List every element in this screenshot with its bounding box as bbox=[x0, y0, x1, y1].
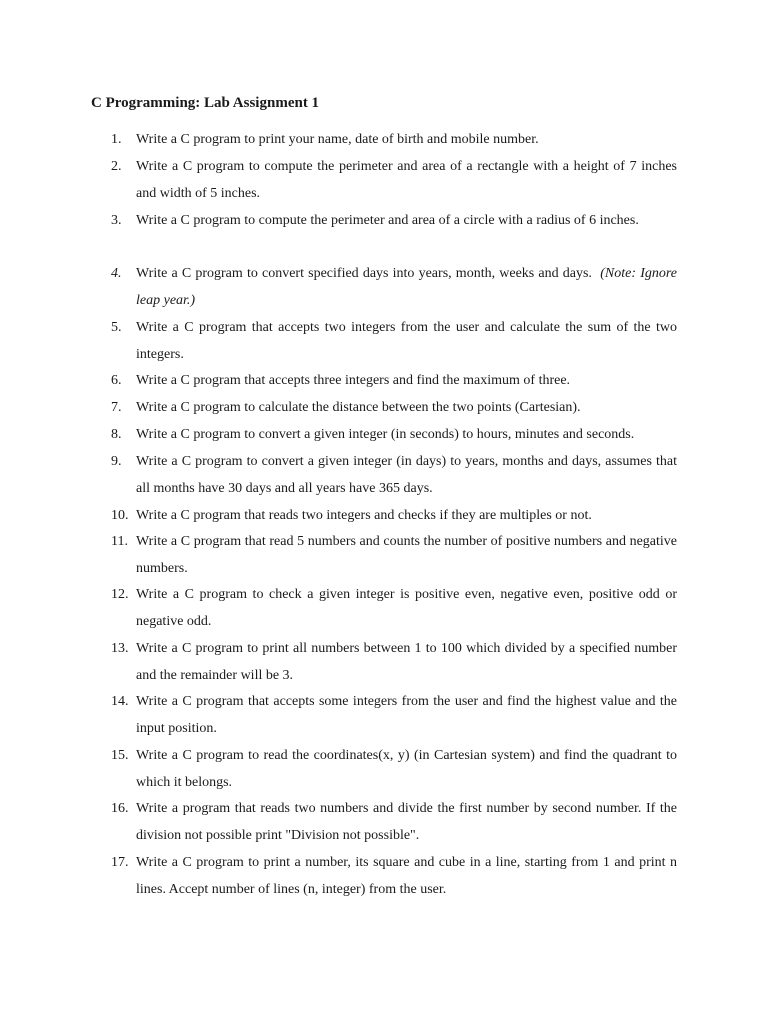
list-item bbox=[111, 260, 677, 314]
item-text: Write a C program to compute the perimeter and area of a rectangle with a height of 7 inches and width of 5 inches. bbox=[136, 159, 677, 201]
item-text: Write a C program that accepts two integers from the user and calculate the sum of the two integers. bbox=[136, 320, 677, 362]
list-item bbox=[111, 421, 677, 448]
item-number: 3. bbox=[111, 213, 122, 228]
list-item bbox=[111, 314, 677, 368]
item-number: 16. bbox=[111, 801, 129, 816]
item-note: (Note: Ignore leap year.) bbox=[136, 266, 677, 308]
document-title: C Programming: Lab Assignment 1 bbox=[91, 95, 320, 111]
list-item bbox=[111, 742, 677, 796]
item-number: 9. bbox=[111, 454, 122, 469]
item-text: Write a C program to print all numbers between 1 to 100 which divided by a specified number and the remainder will be 3. bbox=[136, 641, 677, 683]
item-text: Write a C program that reads two integers and checks if they are multiples or not. bbox=[136, 508, 592, 523]
item-text: Write a C program to convert a given integer (in days) to years, months and days, assumes that all months have 30 days and all years have 365 days. bbox=[136, 454, 677, 496]
list-item bbox=[111, 448, 677, 502]
item-text: Write a C program to print your name, date of birth and mobile number. bbox=[136, 132, 539, 147]
list-item bbox=[111, 126, 677, 153]
item-text: Write a C program that accepts three integers and find the maximum of three. bbox=[136, 373, 571, 388]
item-text: Write a C program that accepts some integers from the user and find the highest value and the input position. bbox=[136, 694, 677, 736]
list-item bbox=[111, 207, 677, 234]
item-number: 15. bbox=[111, 748, 129, 763]
item-text: Write a C program to convert specified days into years, month, weeks and days. bbox=[136, 266, 592, 281]
list-item bbox=[111, 795, 677, 849]
item-number: 7. bbox=[111, 400, 122, 415]
item-text: Write a C program to compute the perimeter and area of a circle with a radius of 6 inches. bbox=[136, 213, 639, 228]
item-text: Write a C program to check a given integer is positive even, negative even, positive odd or negative odd. bbox=[136, 587, 677, 629]
list-item bbox=[111, 394, 677, 421]
item-number: 11. bbox=[111, 534, 128, 549]
item-number: 2. bbox=[111, 159, 122, 174]
item-number: 17. bbox=[111, 855, 129, 870]
item-text: Write a C program to convert a given integer (in seconds) to hours, minutes and seconds. bbox=[136, 427, 635, 442]
list-item bbox=[111, 502, 677, 529]
item-number: 12. bbox=[111, 587, 129, 602]
list-item bbox=[111, 635, 677, 689]
item-text: Write a C program to print a number, its square and cube in a line, starting from 1 and print n lines. Accept number of lines (n, integer) from the user. bbox=[136, 855, 677, 897]
item-number: 8. bbox=[111, 427, 122, 442]
item-number: 6. bbox=[111, 373, 122, 388]
list-item bbox=[111, 528, 677, 582]
item-number: 14. bbox=[111, 694, 129, 709]
list-item bbox=[111, 581, 677, 635]
item-text: Write a C program to read the coordinates(x, y) (in Cartesian system) and find the quadrant to which it belongs. bbox=[136, 748, 677, 790]
list-item bbox=[111, 688, 677, 742]
list-item bbox=[111, 849, 677, 903]
item-text: Write a program that reads two numbers and divide the first number by second number. If the division not possible print "Division not possible". bbox=[136, 801, 677, 843]
item-number: 1. bbox=[111, 132, 122, 147]
item-number: 10. bbox=[111, 508, 129, 523]
list-item bbox=[111, 367, 677, 394]
list-item bbox=[111, 153, 677, 207]
item-number: 5. bbox=[111, 320, 122, 335]
item-number: 13. bbox=[111, 641, 129, 656]
item-text: Write a C program to calculate the distance between the two points (Cartesian). bbox=[136, 400, 581, 415]
item-number: 4. bbox=[111, 266, 122, 281]
item-text-container bbox=[136, 260, 677, 314]
item-text: Write a C program that read 5 numbers and counts the number of positive numbers and negative numbers. bbox=[136, 534, 677, 576]
